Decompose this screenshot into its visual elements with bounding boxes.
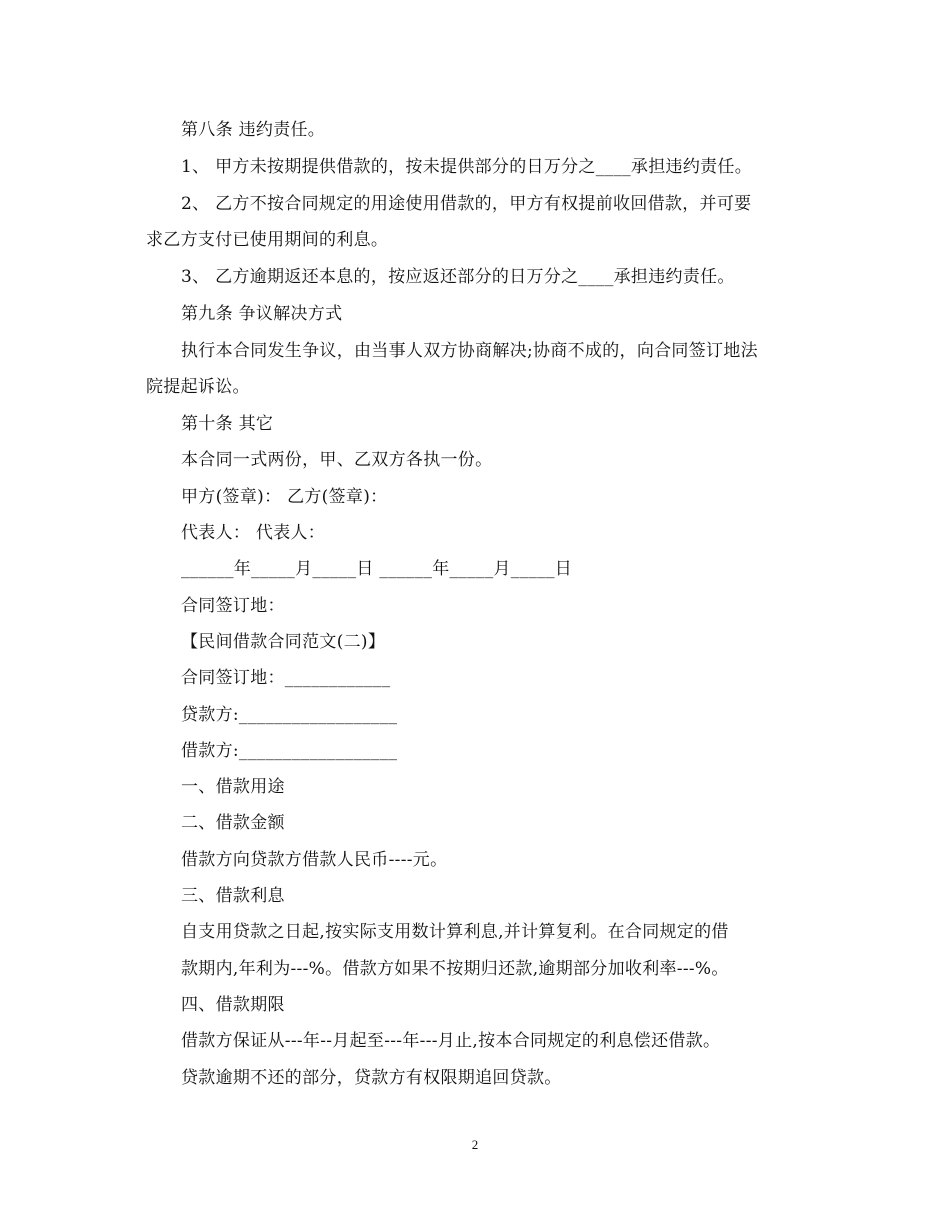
lender-field: 贷款方:__________________ — [181, 705, 398, 725]
page-number: 2 — [471, 1137, 479, 1152]
section-3-text-line-1: 自支用贷款之日起,按实际支用数计算利息,并计算复利。在合同规定的借 — [181, 922, 729, 942]
borrower-field: 借款方:__________________ — [181, 741, 398, 761]
signature-line: 甲方(签章)： 乙方(签章)： — [181, 487, 388, 507]
article-9-text-line-2: 院提起诉讼。 — [146, 377, 250, 397]
section-4-text-line-1: 借款方保证从---年--月起至---年---月止,按本合同规定的利息偿还借款。 — [181, 1031, 721, 1051]
section-2-heading: 二、借款金额 — [181, 813, 285, 833]
clause-8-2-line-1: 2、 乙方不按合同规定的用途使用借款的，甲方有权提前收回借款，并可要 — [181, 194, 752, 214]
section-3-text-line-2: 款期内,年利为---%。借款方如果不按期归还款,逾期部分加收利率---%。 — [181, 959, 729, 979]
sample-2-title: 【民间借款合同范文(二)】 — [181, 632, 386, 652]
clause-8-3: 3、 乙方逾期返还本息的，按应返还部分的日万分之____承担违约责任。 — [181, 267, 735, 287]
clause-8-1: 1、 甲方未按期提供借款的，按未提供部分的日万分之____承担违约责任。 — [181, 157, 753, 177]
section-1-heading: 一、借款用途 — [181, 777, 285, 797]
section-2-text: 借款方向贷款方借款人民币----元。 — [181, 850, 448, 870]
clause-8-2-line-2: 求乙方支付已使用期间的利息。 — [146, 230, 389, 250]
article-8-heading: 第八条 违约责任。 — [181, 120, 326, 140]
article-9-heading: 第九条 争议解决方式 — [181, 304, 343, 324]
article-9-text-line-1: 执行本合同发生争议，由当事人双方协商解决;协商不成的，向合同签订地法 — [181, 341, 758, 361]
date-line: ______年_____月_____日 ______年_____月_____日 — [181, 559, 573, 579]
article-10-text: 本合同一式两份，甲、乙双方各执一份。 — [181, 450, 493, 470]
sample-2-signing-place: 合同签订地：____________ — [181, 668, 391, 688]
article-10-heading: 第十条 其它 — [181, 414, 274, 434]
signing-place-line: 合同签订地： — [181, 596, 285, 616]
section-4-text-line-2: 贷款逾期不还的部分，贷款方有权限期追回贷款。 — [181, 1068, 562, 1088]
section-4-heading: 四、借款期限 — [181, 995, 285, 1015]
representative-line: 代表人： 代表人： — [181, 523, 326, 543]
section-3-heading: 三、借款利息 — [181, 886, 285, 906]
